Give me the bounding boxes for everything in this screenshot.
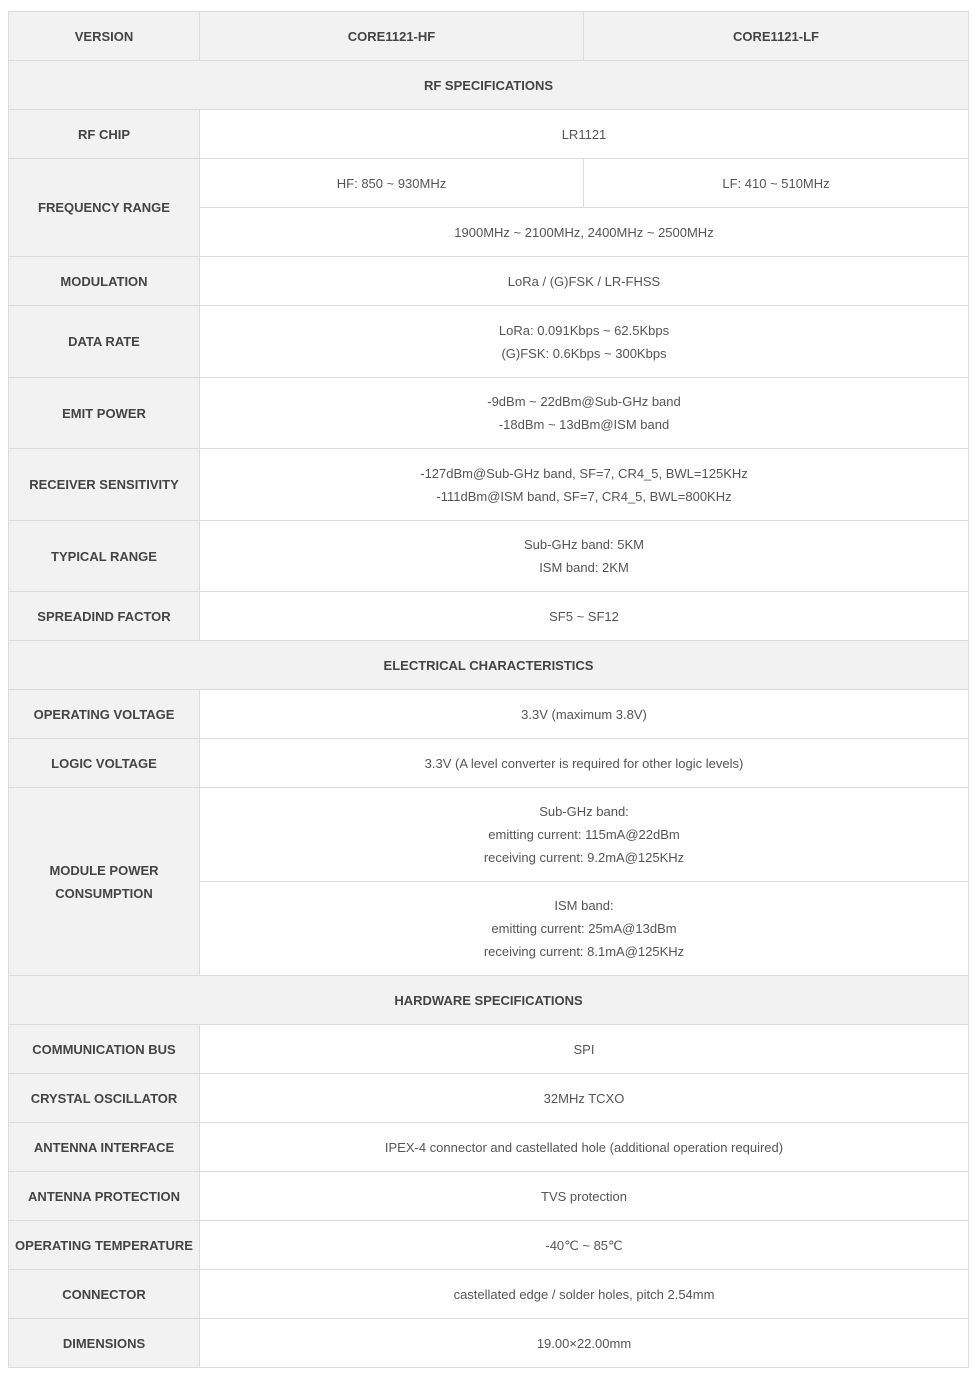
typical-range-subghz: Sub-GHz band: 5KM (524, 537, 644, 552)
antenna-interface-row (9, 1123, 969, 1172)
rf-section-title: RF SPECIFICATIONS (9, 61, 969, 110)
data-rate-value (200, 306, 969, 378)
power-consumption-label-line-2: CONSUMPTION (55, 885, 153, 901)
typical-range-value (200, 521, 969, 592)
rf-chip-value: LR1121 (200, 110, 969, 159)
operating-voltage-label: OPERATING VOLTAGE (9, 690, 200, 739)
dimensions-label: DIMENSIONS (9, 1319, 200, 1368)
power-subghz-receiving: receiving current: 9.2mA@125KHz (483, 850, 685, 865)
logic-voltage-label: LOGIC VOLTAGE (9, 739, 200, 788)
rf-section-row (9, 61, 969, 110)
antenna-interface-label: ANTENNA INTERFACE (9, 1123, 200, 1172)
version-hf: CORE1121-HF (200, 12, 584, 61)
hardware-section-title: HARDWARE SPECIFICATIONS (9, 976, 969, 1025)
receiver-sensitivity-subghz: -127dBm@Sub-GHz band, SF=7, CR4_5, BWL=125KHz (420, 465, 748, 481)
emit-power-value (200, 378, 969, 449)
connector-label: CONNECTOR (9, 1270, 200, 1319)
communication-bus-row (9, 1025, 969, 1074)
frequency-range-row (9, 159, 969, 208)
antenna-protection-label: ANTENNA PROTECTION (9, 1172, 200, 1221)
spreading-factor-row (9, 592, 969, 641)
antenna-protection-row (9, 1172, 969, 1221)
power-consumption-label (9, 788, 200, 976)
data-rate-label: DATA RATE (9, 306, 200, 378)
connector-value: castellated edge / solder holes, pitch 2.54mm (200, 1270, 969, 1319)
receiver-sensitivity-value (200, 449, 969, 521)
crystal-oscillator-label: CRYSTAL OSCILLATOR (9, 1074, 200, 1123)
operating-temperature-value: -40℃ ~ 85℃ (200, 1221, 969, 1270)
power-ism-title: ISM band: (554, 898, 614, 913)
logic-voltage-row (9, 739, 969, 788)
version-label: VERSION (9, 12, 200, 61)
power-consumption-subghz-row (9, 788, 969, 882)
power-consumption-subghz (200, 788, 969, 882)
modulation-value: LoRa / (G)FSK / LR-FHSS (200, 257, 969, 306)
crystal-oscillator-row (9, 1074, 969, 1123)
operating-voltage-row (9, 690, 969, 739)
spreading-factor-value: SF5 ~ SF12 (200, 592, 969, 641)
spec-table (8, 11, 969, 1368)
emit-power-row (9, 378, 969, 449)
connector-row (9, 1270, 969, 1319)
modulation-row (9, 257, 969, 306)
receiver-sensitivity-ism: -111dBm@ISM band, SF=7, CR4_5, BWL=800KHz (436, 488, 732, 504)
rf-chip-label: RF CHIP (9, 110, 200, 159)
electrical-section-row (9, 641, 969, 690)
emit-power-label: EMIT POWER (9, 378, 200, 449)
power-ism-emitting: emitting current: 25mA@13dBm (491, 921, 677, 936)
frequency-shared: 1900MHz ~ 2100MHz, 2400MHz ~ 2500MHz (200, 208, 969, 257)
power-subghz-title: Sub-GHz band: (539, 804, 629, 819)
frequency-range-label: FREQUENCY RANGE (9, 159, 200, 257)
power-consumption-ism (200, 882, 969, 976)
power-ism-receiving: receiving current: 8.1mA@125KHz (483, 944, 685, 959)
modulation-label: MODULATION (9, 257, 200, 306)
operating-temperature-label: OPERATING TEMPERATURE (9, 1221, 200, 1270)
logic-voltage-value: 3.3V (A level converter is required for other logic levels) (200, 739, 969, 788)
communication-bus-value: SPI (200, 1025, 969, 1074)
rf-chip-row (9, 110, 969, 159)
frequency-hf: HF: 850 ~ 930MHz (200, 159, 584, 208)
receiver-sensitivity-label: RECEIVER SENSITIVITY (9, 449, 200, 521)
typical-range-row (9, 521, 969, 592)
antenna-interface-value: IPEX-4 connector and castellated hole (additional operation required) (200, 1123, 969, 1172)
hardware-section-row (9, 976, 969, 1025)
emit-power-subghz: -9dBm ~ 22dBm@Sub-GHz band (487, 394, 681, 409)
antenna-protection-value: TVS protection (200, 1172, 969, 1221)
spreading-factor-label: SPREADIND FACTOR (9, 592, 200, 641)
dimensions-value: 19.00×22.00mm (200, 1319, 969, 1368)
electrical-section-title: ELECTRICAL CHARACTERISTICS (9, 641, 969, 690)
operating-temperature-row (9, 1221, 969, 1270)
crystal-oscillator-value: 32MHz TCXO (200, 1074, 969, 1123)
data-rate-lora: LoRa: 0.091Kbps ~ 62.5Kbps (498, 322, 670, 338)
typical-range-label: TYPICAL RANGE (9, 521, 200, 592)
frequency-lf: LF: 410 ~ 510MHz (584, 159, 969, 208)
data-rate-row (9, 306, 969, 378)
typical-range-ism: ISM band: 2KM (539, 560, 629, 575)
emit-power-ism: -18dBm ~ 13dBm@ISM band (498, 417, 670, 432)
communication-bus-label: COMMUNICATION BUS (9, 1025, 200, 1074)
version-row (9, 12, 969, 61)
power-subghz-emitting: emitting current: 115mA@22dBm (488, 827, 680, 842)
version-lf: CORE1121-LF (584, 12, 969, 61)
operating-voltage-value: 3.3V (maximum 3.8V) (200, 690, 969, 739)
receiver-sensitivity-row (9, 449, 969, 521)
dimensions-row (9, 1319, 969, 1368)
power-consumption-label-line-1: MODULE POWER (49, 862, 159, 878)
data-rate-gfsk: (G)FSK: 0.6Kbps ~ 300Kbps (501, 345, 667, 361)
